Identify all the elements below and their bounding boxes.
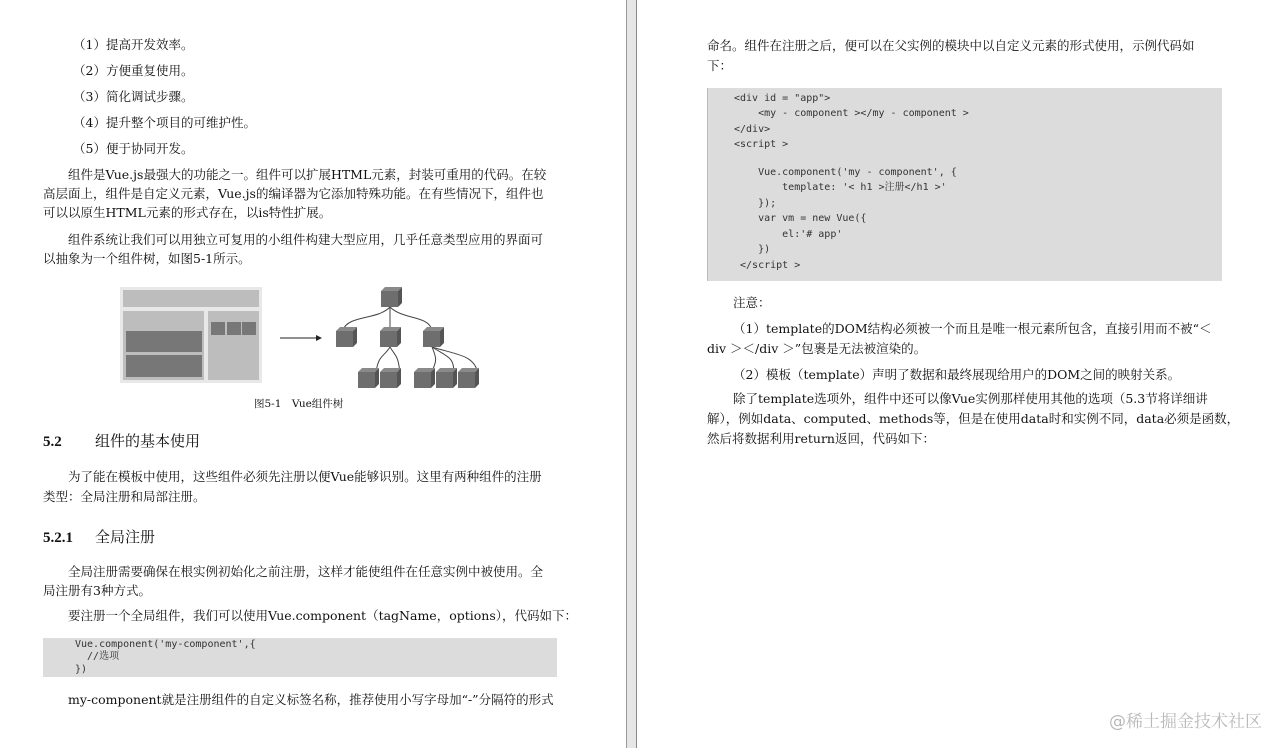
paragraph-line: 可以以原生HTML元素的形式存在，以is特性扩展。 <box>43 205 332 220</box>
list-item: （5）便于协同开发。 <box>73 141 194 156</box>
code-line: }); <box>734 198 777 209</box>
paragraph-line: （1）template的DOM结构必须被一个而且是唯一根元素所包含，直接引用而不被“＜ <box>733 321 1212 336</box>
code-line: template: '< h1 >注册</h1 >' <box>734 182 947 193</box>
paragraph-line: 局注册有3种方式。 <box>43 583 151 598</box>
subsection-heading <box>43 526 155 547</box>
paragraph-line: （2）模板（template）声明了数据和最终展现给用户的DOM之间的映射关系。 <box>733 367 1181 382</box>
figure-caption: 图5-1 Vue组件树 <box>254 398 344 410</box>
page-divider <box>626 0 637 748</box>
watermark: @稀土掘金技术社区 <box>1109 712 1262 732</box>
section-title: 组件的基本使用 <box>95 432 201 450</box>
page-layout-illustration <box>120 287 262 383</box>
paragraph-line: 以抽象为一个组件树，如图5-1所示。 <box>43 251 251 266</box>
paragraph-line: 高层面上，组件是自定义元素，Vue.js的编译器为它添加特殊功能。在有些情况下，组件也 <box>43 186 544 201</box>
paragraph-line: 命名。组件在注册之后，便可以在父实例的模块中以自定义元素的形式使用，示例代码如 <box>707 38 1195 53</box>
paragraph-line: 全局注册需要确保在根实例初始化之前注册，这样才能使组件在任意实例中被使用。全 <box>68 564 544 579</box>
code-line: <my - component ></my - component > <box>734 108 969 119</box>
paragraph-line: 要注册一个全局组件，我们可以使用Vue.component（tagName，options），代码如下： <box>68 608 577 623</box>
paragraph-line: 下： <box>707 58 733 73</box>
code-line: }) <box>75 664 88 675</box>
code-line: </div> <box>734 124 771 135</box>
code-line: <div id = "app"> <box>734 93 831 104</box>
paragraph-line: 除了template选项外，组件中还可以像Vue实例那样使用其他的选项（5.3节将详细讲 <box>733 391 1208 406</box>
paragraph-line: 组件是Vue.js最强大的功能之一。组件可以扩展HTML元素，封装可重用的代码。在较 <box>68 167 547 182</box>
code-block <box>43 638 557 677</box>
left-page <box>0 0 626 748</box>
list-item: （1）提高开发效率。 <box>73 37 194 52</box>
tree-edges <box>343 307 478 373</box>
subsection-title: 全局注册 <box>95 528 156 546</box>
section-heading <box>43 430 200 451</box>
arrow-icon <box>280 335 322 341</box>
note-label: 注意： <box>733 295 771 310</box>
list-item: （4）提升整个项目的可维护性。 <box>73 115 256 130</box>
tree-nodes <box>336 287 479 388</box>
list-item: （2）方便重复使用。 <box>73 63 194 78</box>
code-line: Vue.component('my-component',{ <box>75 639 256 650</box>
code-block <box>707 88 1222 281</box>
subsection-number: 5.2.1 <box>43 530 73 546</box>
paragraph-line: 为了能在模板中使用，这些组件必须先注册以便Vue能够识别。这里有两种组件的注册 <box>68 469 542 484</box>
code-line: }) <box>734 244 771 255</box>
component-tree-figure <box>118 285 488 390</box>
paragraph-line: 然后将数据利用return返回，代码如下： <box>707 431 935 446</box>
paragraph-line: 组件系统让我们可以用独立可复用的小组件构建大型应用，几乎任意类型应用的界面可 <box>68 232 544 247</box>
code-line: <script > <box>734 139 789 150</box>
right-page <box>637 0 1284 748</box>
paragraph-line: div ＞＜/div ＞”包裹是无法被渲染的。 <box>707 341 927 356</box>
paragraph-line: 解），例如data、computed、methods等，但是在使用data时和实例不同，data必须是函数， <box>707 411 1240 426</box>
code-line: Vue.component('my - component', { <box>734 167 957 178</box>
paragraph-line: my-component就是注册组件的自定义标签名称，推荐使用小写字母加“-”分隔符的形式 <box>68 692 554 707</box>
code-line: var vm = new Vue({ <box>734 213 867 224</box>
list-item: （3）简化调试步骤。 <box>73 89 194 104</box>
code-line: el:'# app' <box>734 229 843 240</box>
code-line: </script > <box>734 260 801 271</box>
paragraph-line: 类型：全局注册和局部注册。 <box>43 489 206 504</box>
code-line: //选项 <box>75 651 120 662</box>
section-number: 5.2 <box>43 434 62 450</box>
